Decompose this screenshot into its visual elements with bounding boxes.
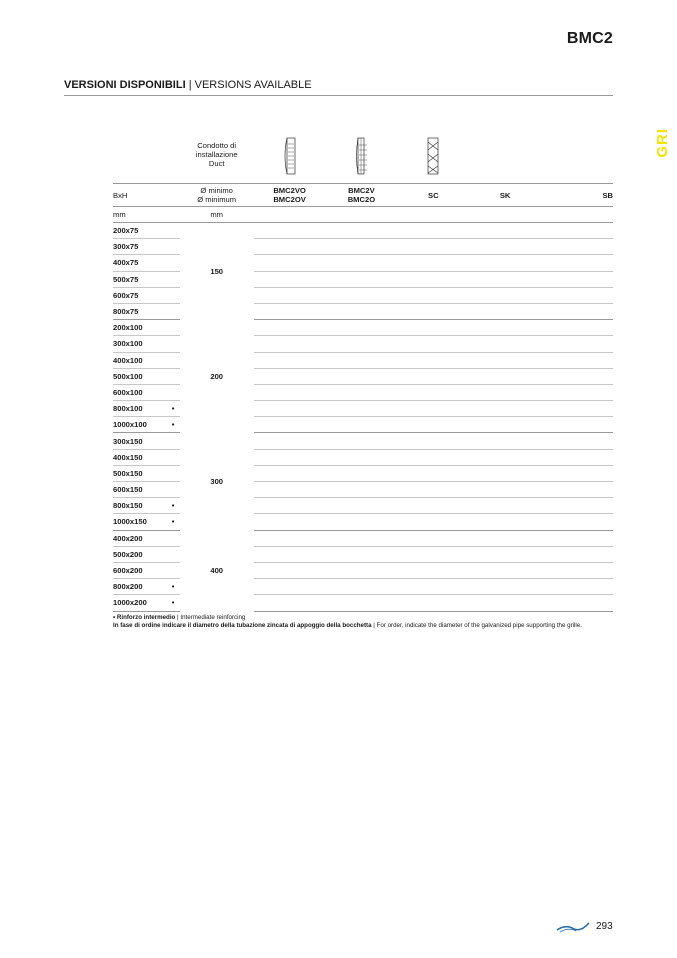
model-cell	[469, 255, 541, 271]
model-cell	[326, 546, 398, 562]
reinforcing-mark: •	[166, 595, 179, 611]
model-cell	[541, 352, 613, 368]
column-header-row	[113, 184, 613, 207]
duct-diameter-cell: 200	[210, 371, 224, 381]
model-cell	[326, 239, 398, 255]
model-cell	[541, 530, 613, 546]
model-cell	[397, 368, 469, 384]
model-cell	[541, 239, 613, 255]
model-cell	[254, 514, 326, 530]
model-cell	[469, 465, 541, 481]
reinforcing-mark	[166, 255, 179, 271]
reinforcing-mark	[166, 368, 179, 384]
model-cell	[541, 223, 613, 239]
model-cell	[254, 223, 326, 239]
model-cell	[541, 271, 613, 287]
reinforcing-mark	[166, 449, 179, 465]
model-cell	[326, 514, 398, 530]
model-cell	[397, 562, 469, 578]
model-cell	[469, 271, 541, 287]
model-cell	[254, 303, 326, 319]
model-cell	[469, 562, 541, 578]
model-cell	[326, 498, 398, 514]
reinforcing-mark: •	[166, 417, 179, 433]
side-tab-label: GRI	[654, 128, 671, 158]
model-cell	[541, 417, 613, 433]
model-cell	[397, 449, 469, 465]
col-diameter: Ø minimo Ø minimum	[180, 184, 254, 207]
model-cell	[254, 336, 326, 352]
grille-side-icon	[326, 128, 398, 184]
model-cell	[541, 579, 613, 595]
model-cell	[326, 465, 398, 481]
size-cell: 1000x100	[113, 417, 166, 433]
unit-duct: mm	[180, 207, 254, 223]
model-cell	[326, 401, 398, 417]
unit-bxh: mm	[113, 207, 180, 223]
icon-header-row	[113, 128, 613, 184]
model-cell	[397, 255, 469, 271]
size-cell: 400x200	[113, 530, 166, 546]
model-cell	[541, 401, 613, 417]
model-cell	[469, 401, 541, 417]
model-cell	[326, 368, 398, 384]
model-cell	[326, 336, 398, 352]
duct-label: Condotto di installazione Duct	[195, 140, 238, 168]
note-reinforcing: • Rinforzo intermedio | Intermediate reinforcing	[113, 614, 246, 621]
model-cell	[326, 595, 398, 611]
model-cell	[254, 352, 326, 368]
model-cell	[326, 303, 398, 319]
model-cell	[397, 320, 469, 336]
reinforcing-mark	[166, 223, 179, 239]
model-cell	[541, 384, 613, 400]
size-cell: 400x75	[113, 255, 166, 271]
model-cell	[397, 384, 469, 400]
size-cell: 600x100	[113, 384, 166, 400]
size-cell: 300x75	[113, 239, 166, 255]
model-cell	[397, 530, 469, 546]
model-cell	[469, 303, 541, 319]
versions-table	[113, 128, 613, 612]
model-cell	[397, 433, 469, 449]
size-cell: 400x150	[113, 449, 166, 465]
model-cell	[541, 465, 613, 481]
model-cell	[254, 271, 326, 287]
model-cell	[254, 433, 326, 449]
model-cell	[254, 530, 326, 546]
page-title: BMC2	[566, 30, 613, 47]
duct-diameter-cell: 400	[210, 566, 224, 576]
size-cell: 600x200	[113, 562, 166, 578]
model-cell	[254, 546, 326, 562]
model-cell	[326, 417, 398, 433]
col-bxh: BxH	[113, 184, 180, 207]
size-cell: 500x100	[113, 368, 166, 384]
model-cell	[397, 465, 469, 481]
col-model-a: BMC2VO BMC2OV	[254, 184, 326, 207]
col-sb: SB	[541, 184, 613, 207]
model-cell	[254, 320, 326, 336]
size-cell: 400x100	[113, 352, 166, 368]
model-cell	[397, 401, 469, 417]
size-cell: 500x150	[113, 465, 166, 481]
footnotes	[113, 614, 633, 630]
table-row	[113, 530, 613, 546]
model-cell	[397, 482, 469, 498]
model-cell	[541, 514, 613, 530]
reinforcing-mark	[166, 303, 179, 319]
size-cell: 800x200	[113, 579, 166, 595]
size-cell: 800x100	[113, 401, 166, 417]
model-cell	[254, 368, 326, 384]
note-order: In fase di ordine indicare il diametro della tubazione zincata di appoggio della bocchetta | For order, indicate the diameter of the galvanized pipe supporting the grille.	[113, 622, 582, 629]
model-cell	[541, 303, 613, 319]
size-cell: 300x100	[113, 336, 166, 352]
table-row	[113, 223, 613, 239]
model-cell	[541, 498, 613, 514]
model-cell	[254, 417, 326, 433]
model-cell	[469, 530, 541, 546]
size-cell: 800x75	[113, 303, 166, 319]
model-cell	[469, 417, 541, 433]
reinforcing-mark	[166, 287, 179, 303]
model-cell	[397, 223, 469, 239]
reinforcing-mark	[166, 465, 179, 481]
size-cell: 1000x200	[113, 595, 166, 611]
model-cell	[469, 449, 541, 465]
col-sk: SK	[469, 184, 541, 207]
model-cell	[541, 255, 613, 271]
model-cell	[469, 498, 541, 514]
units-row	[113, 207, 613, 223]
size-cell: 1000x150	[113, 514, 166, 530]
reinforcing-mark: •	[166, 579, 179, 595]
model-cell	[326, 579, 398, 595]
model-cell	[469, 546, 541, 562]
model-cell	[326, 482, 398, 498]
model-cell	[469, 352, 541, 368]
model-cell	[254, 449, 326, 465]
model-cell	[541, 482, 613, 498]
model-cell	[469, 579, 541, 595]
reinforcing-mark	[166, 433, 179, 449]
section-title-it: VERSIONI DISPONIBILI	[64, 79, 186, 91]
reinforcing-mark	[166, 384, 179, 400]
model-cell	[254, 595, 326, 611]
reinforcing-mark	[166, 482, 179, 498]
reinforcing-mark	[166, 271, 179, 287]
model-cell	[541, 595, 613, 611]
model-cell	[254, 384, 326, 400]
model-cell	[541, 287, 613, 303]
size-cell: 200x75	[113, 223, 166, 239]
model-cell	[397, 239, 469, 255]
reinforcing-mark	[166, 562, 179, 578]
duct-diameter-cell: 300	[210, 477, 224, 486]
model-cell	[469, 482, 541, 498]
model-cell	[254, 255, 326, 271]
model-cell	[326, 449, 398, 465]
col-model-b: BMC2V BMC2O	[326, 184, 398, 207]
size-cell: 500x75	[113, 271, 166, 287]
model-cell	[254, 562, 326, 578]
model-cell	[254, 287, 326, 303]
model-cell	[397, 546, 469, 562]
reinforcing-mark	[166, 336, 179, 352]
model-cell	[254, 579, 326, 595]
model-cell	[397, 417, 469, 433]
brand-logo-icon	[556, 921, 590, 933]
model-cell	[397, 287, 469, 303]
model-cell	[541, 368, 613, 384]
model-cell	[541, 433, 613, 449]
model-cell	[254, 401, 326, 417]
model-cell	[326, 223, 398, 239]
model-cell	[469, 320, 541, 336]
model-cell	[541, 336, 613, 352]
reinforcing-mark: •	[166, 401, 179, 417]
page-number: 293	[596, 921, 613, 932]
section-heading	[64, 79, 613, 96]
model-cell	[541, 546, 613, 562]
model-cell	[397, 271, 469, 287]
size-cell: 600x150	[113, 482, 166, 498]
model-cell	[326, 255, 398, 271]
reinforcing-mark	[166, 352, 179, 368]
model-cell	[397, 352, 469, 368]
model-cell	[254, 465, 326, 481]
reinforcing-mark	[166, 239, 179, 255]
model-cell	[469, 595, 541, 611]
model-cell	[326, 530, 398, 546]
model-cell	[469, 368, 541, 384]
col-sc: SC	[397, 184, 469, 207]
size-cell: 800x150	[113, 498, 166, 514]
model-cell	[326, 384, 398, 400]
damper-icon	[397, 128, 469, 184]
section-separator: |	[185, 79, 195, 91]
size-cell: 200x100	[113, 320, 166, 336]
model-cell	[469, 433, 541, 449]
model-cell	[326, 562, 398, 578]
model-cell	[469, 384, 541, 400]
model-cell	[326, 433, 398, 449]
model-cell	[541, 562, 613, 578]
reinforcing-mark	[166, 320, 179, 336]
duct-diameter-cell: 150	[210, 266, 224, 276]
model-cell	[397, 579, 469, 595]
table-row	[113, 320, 613, 336]
model-cell	[397, 514, 469, 530]
model-cell	[326, 271, 398, 287]
reinforcing-mark	[166, 546, 179, 562]
model-cell	[541, 320, 613, 336]
model-cell	[397, 595, 469, 611]
reinforcing-mark: •	[166, 498, 179, 514]
reinforcing-mark: •	[166, 514, 179, 530]
model-cell	[469, 514, 541, 530]
model-cell	[541, 449, 613, 465]
size-cell: 500x200	[113, 546, 166, 562]
model-cell	[397, 498, 469, 514]
model-cell	[254, 498, 326, 514]
model-cell	[397, 303, 469, 319]
model-cell	[469, 239, 541, 255]
table-row	[113, 433, 613, 449]
model-cell	[469, 287, 541, 303]
size-cell: 300x150	[113, 433, 166, 449]
grille-front-icon	[254, 128, 326, 184]
model-cell	[254, 482, 326, 498]
model-cell	[326, 287, 398, 303]
model-cell	[469, 223, 541, 239]
size-cell: 600x75	[113, 287, 166, 303]
section-title-en: VERSIONS AVAILABLE	[194, 79, 312, 91]
reinforcing-mark	[166, 530, 179, 546]
model-cell	[254, 239, 326, 255]
model-cell	[397, 336, 469, 352]
model-cell	[326, 352, 398, 368]
model-cell	[469, 336, 541, 352]
model-cell	[326, 320, 398, 336]
